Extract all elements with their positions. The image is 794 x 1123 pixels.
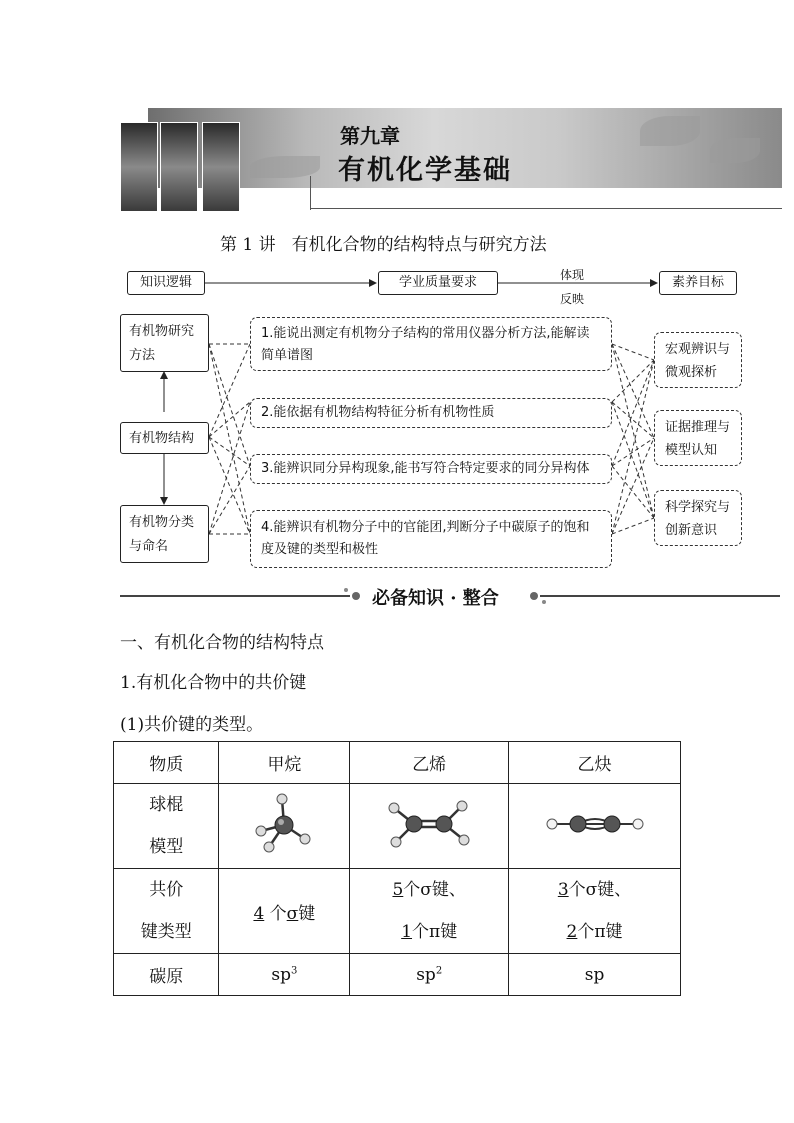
banner-underline [310, 208, 782, 209]
section-title: 必备知识 · 整合 [372, 588, 499, 609]
arrow-label-embody: 体现 [560, 268, 585, 282]
acetylene-hyb-text: sp [584, 964, 605, 985]
chapter-banner [120, 108, 782, 210]
ethylene-bond-cell [350, 869, 509, 954]
acetylene-model-image [540, 804, 650, 844]
logic-header: 知识逻辑 [127, 271, 205, 295]
ethylene-sigma-count: 5 [392, 880, 404, 900]
goal-2: 证据推理与模型认知 [654, 410, 742, 466]
header-substance: 物质 [114, 742, 219, 784]
lecture-number: 第 1 讲 [220, 235, 276, 255]
left-item-method: 有机物研究方法 [120, 314, 209, 372]
ethylene-sigma-text: 个σ键、 [403, 880, 466, 900]
ethylene-pi-count: 1 [401, 922, 413, 942]
methane-sigma-count: 4 [253, 903, 265, 924]
bond-label-line-1: 共价 [149, 880, 184, 900]
banner-divider [310, 176, 311, 210]
acetylene-pi-text: 个π键 [577, 922, 623, 942]
molecule-photo [160, 122, 198, 212]
header-ethylene: 乙烯 [350, 742, 509, 784]
bond-label-cell [114, 869, 219, 954]
banner-leaf-decoration [250, 156, 320, 178]
methane-model-cell [219, 784, 350, 869]
methane-hybridization [219, 954, 350, 996]
model-label-cell [114, 784, 219, 869]
requirement-4: 4.能辨识有机物分子中的官能团,判断分子中碳原子的饱和度及键的类型和极性 [250, 510, 612, 568]
section-banner [120, 582, 780, 610]
banner-leaf-decoration [710, 138, 760, 163]
arrow-label-reflect: 反映 [560, 292, 585, 306]
ethylene-model-cell [350, 784, 509, 869]
ethylene-hyb-text: sp [416, 964, 436, 985]
knowledge-diagram [0, 262, 794, 582]
acetylene-bond-cell [509, 869, 681, 954]
acetylene-hybridization [509, 954, 681, 996]
methane-hyb-sup: 3 [290, 964, 298, 976]
methane-model-image [249, 789, 319, 859]
bond-type-table [113, 741, 681, 996]
table-header-row [114, 742, 681, 784]
requirement-2: 2.能依据有机物结构特征分析有机物性质 [250, 398, 612, 428]
right-link-lines [612, 344, 654, 534]
bond-label-line-2: 键类型 [140, 922, 192, 942]
goals-header: 素养目标 [659, 271, 737, 295]
carbon-label-cell: 碳原 [114, 954, 219, 996]
left-item-naming: 有机物分类与命名 [120, 505, 209, 563]
methane-hyb-text: sp [271, 964, 291, 985]
methane-unit: 个 [269, 903, 287, 924]
table-row-model [114, 784, 681, 869]
requirement-1: 1.能说出测定有机物分子结构的常用仪器分析方法,能解读简单谱图 [250, 317, 612, 371]
header-methane: 甲烷 [219, 742, 350, 784]
lecture-title: 有机化合物的结构特点与研究方法 [291, 235, 547, 255]
chapter-title: 有机化学基础 [338, 155, 512, 186]
table-row-bond-type [114, 869, 681, 954]
table-row-hybridization [114, 954, 681, 996]
left-item-structure: 有机物结构 [120, 422, 209, 454]
lab-photo [120, 122, 158, 212]
ethylene-pi-text: 个π键 [412, 922, 458, 942]
goal-3: 科学探究与创新意识 [654, 490, 742, 546]
methane-bond-cell [219, 869, 350, 954]
acetylene-pi-count: 2 [566, 922, 578, 942]
quality-header: 学业质量要求 [378, 271, 498, 295]
left-link-lines [209, 344, 250, 534]
periodic-table-photo [202, 122, 240, 212]
chapter-number: 第九章 [340, 124, 400, 148]
acetylene-sigma-count: 3 [557, 880, 569, 900]
methane-bond-suffix: 键 [298, 903, 316, 924]
requirement-3: 3.能辨识同分异构现象,能书写符合特定要求的同分异构体 [250, 454, 612, 484]
banner-leaf-decoration [640, 116, 700, 146]
lecture-heading [220, 230, 563, 255]
acetylene-model-cell [509, 784, 681, 869]
model-label-line-2: 模型 [149, 837, 184, 857]
header-acetylene: 乙炔 [509, 742, 681, 784]
ethylene-hybridization [350, 954, 509, 996]
goal-1: 宏观辨识与微观探析 [654, 332, 742, 388]
ethylene-hyb-sup: 2 [435, 964, 443, 976]
heading-covalent-bonds: 1.有机化合物中的共价键 [120, 673, 307, 693]
heading-structure-features: 一、有机化合物的结构特点 [120, 633, 324, 653]
heading-bond-types: (1)共价键的类型。 [120, 715, 264, 735]
model-label-line-1: 球棍 [149, 795, 184, 815]
acetylene-sigma-text: 个σ键、 [568, 880, 632, 900]
ethylene-model-image [384, 794, 474, 854]
methane-bond-type: σ [286, 903, 299, 924]
